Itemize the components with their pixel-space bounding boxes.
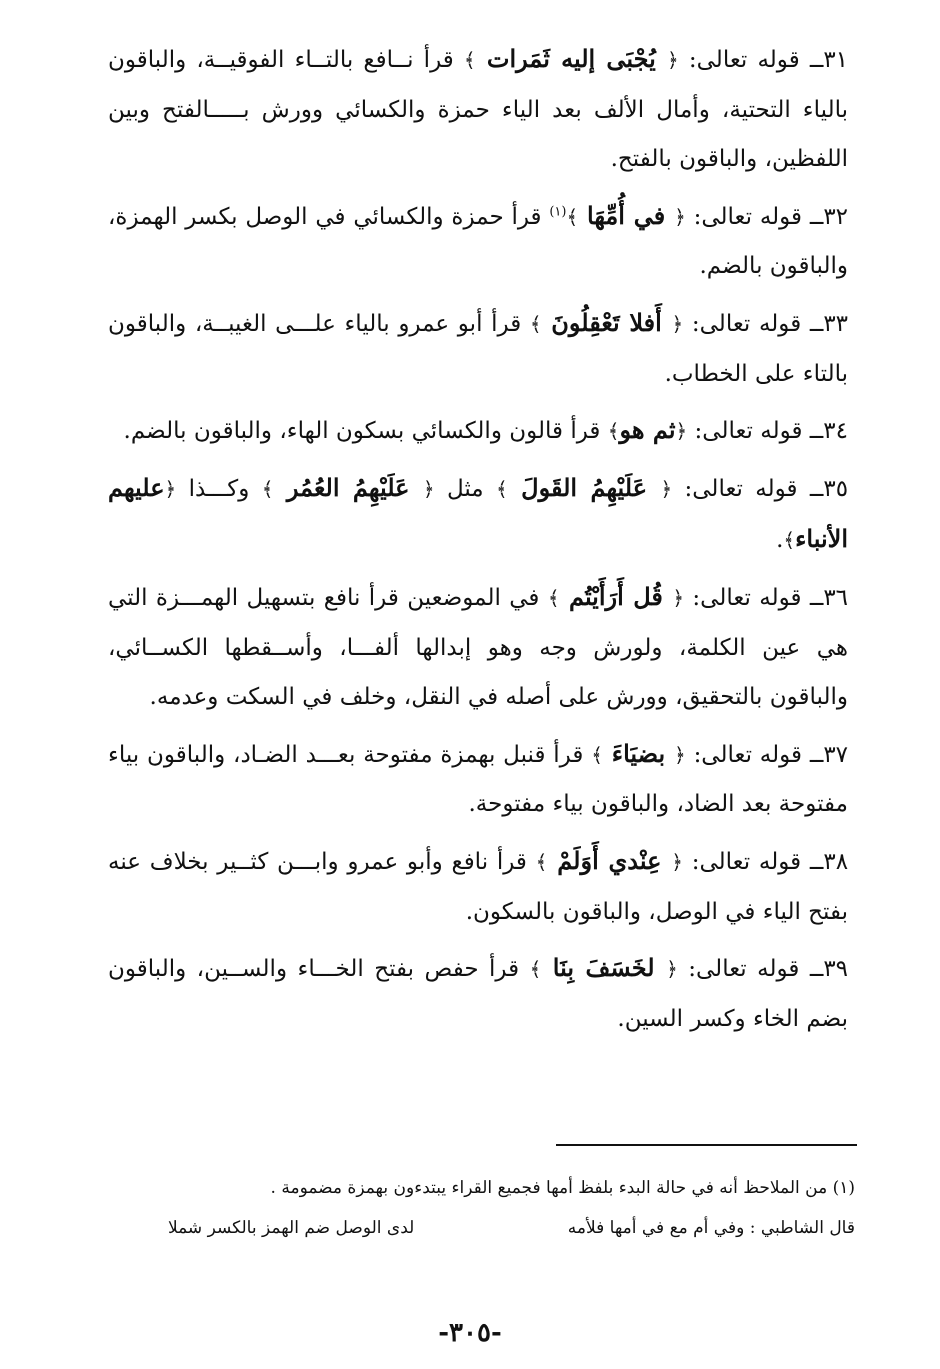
entry-number: ٣٩ــ قوله تعالى: bbox=[688, 956, 849, 983]
quran-quote: ﴿ثم هو﴾ bbox=[607, 415, 688, 445]
entry-32 bbox=[108, 191, 848, 292]
quran-quote: ﴿ عَلَيْهِمُ القَولَ ﴾ bbox=[496, 472, 673, 502]
verse-second-hemistich: لدى الوصل ضم الهمز بالكسر شملا bbox=[167, 1218, 415, 1238]
entry-text: قرأ أبو عمرو بالياء علـــى الغيبــة، والباقون بالتاء على الخطاب. bbox=[108, 310, 848, 387]
page-number: -٣٠٥- bbox=[438, 1318, 502, 1348]
entry-text: قرأ قنبل بهمزة مفتوحة بعـــد الضـاد، والباقون بياء مفتوحة بعد الضاد، والباقون بياء مفتوحة. bbox=[108, 741, 848, 818]
footnotes bbox=[150, 1168, 855, 1248]
entry-number: ٣٦ــ قوله تعالى: bbox=[692, 584, 849, 611]
entry-36 bbox=[108, 572, 848, 723]
quran-quote-2: ﴿ عَلَيْهِمُ العُمُر ﴾ bbox=[261, 472, 435, 502]
entry-number: ٣٣ــ قوله تعالى: bbox=[691, 310, 849, 337]
poetry-verse bbox=[150, 1208, 855, 1248]
footnote-1: (١) من الملاحظ أنه في حالة البدء بلفظ أمها فجميع القراء يبتدءون بهمزة مضمومة . bbox=[270, 1178, 855, 1198]
entry-text: في الموضعين قرأ نافع بتسهيل الهمـــزة التي هي عين الكلمة، ولورش وجه وهو إبدالها ألفـــا، وأســقطها الكســائي، والباقون بالتحقيق، وورش على أصله في النقل، وخلف في السكت وعدمه. bbox=[108, 584, 848, 711]
entry-text: قرأ حمزة والكسائي في الوصل بكسر الهمزة، والباقون بالضم. bbox=[108, 203, 848, 280]
entry-text: قرأ قالون والكسائي بسكون الهاء، والباقون بالضم. bbox=[123, 418, 601, 445]
entry-number: ٣٨ــ قوله تعالى: bbox=[691, 848, 849, 875]
entry-number: ٣٧ــ قوله تعالى: bbox=[693, 741, 849, 768]
entry-37 bbox=[108, 729, 848, 830]
footnote-ref: (١) bbox=[549, 204, 567, 220]
quran-quote-3: ﴿عليهم الأنباء﴾ bbox=[108, 472, 848, 554]
quran-quote: ﴿ لخَسَفَ بِنَا ﴾ bbox=[529, 953, 678, 983]
quran-quote: ﴿ قُل أَرَأَيْتُم ﴾ bbox=[547, 581, 685, 611]
entry-text: مثل bbox=[446, 475, 484, 502]
quran-quote: ﴿ عِنْدي أَوَلَمْ ﴾ bbox=[535, 845, 683, 875]
entry-39 bbox=[108, 943, 848, 1044]
footnote-divider bbox=[556, 1144, 857, 1146]
entry-31 bbox=[108, 34, 848, 185]
entry-number: ٣١ــ قوله تعالى: bbox=[688, 47, 849, 73]
entry-number: ٣٤ــ قوله تعالى: bbox=[694, 418, 848, 445]
entry-text: قرأ نــافع بالتــاء الفوقيــة، والباقون بالياء التحتية، وأمال الألف بعد الياء حمزة والكسائي وورش بـــــالفتح وبين اللفظين، والباقون بالفتح. bbox=[108, 47, 848, 173]
entry-text: قرأ نافع وأبو عمرو وابـــن كثــير بخلاف عنه بفتح الياء في الوصل، والباقون بالسكون. bbox=[108, 848, 848, 925]
quran-quote: ﴿ أَفلا تَعْقِلُونَ ﴾ bbox=[529, 307, 684, 337]
quran-quote: ﴿ في أُمِّهَا ﴾ bbox=[566, 200, 686, 230]
main-text bbox=[108, 34, 848, 1050]
entry-38 bbox=[108, 836, 848, 937]
entry-text: قرأ حفص بفتح الخـــاء والســين، والباقون بضم الخاء وكسر السين. bbox=[108, 956, 848, 1032]
entry-35 bbox=[108, 463, 848, 566]
entry-number: ٣٥ــ قوله تعالى: bbox=[684, 475, 849, 502]
quran-quote: ﴿ بضيَاءَ ﴾ bbox=[591, 738, 686, 768]
entry-33 bbox=[108, 298, 848, 399]
entry-number: ٣٢ــ قوله تعالى: bbox=[693, 203, 849, 230]
entry-text-2: وكـــذا bbox=[188, 475, 250, 502]
quran-quote: ﴿ يُجْبَى إليه ثَمَرات ﴾ bbox=[463, 44, 679, 73]
entry-text-3: . bbox=[776, 527, 784, 554]
verse-first-hemistich: وفي أم مع في أمها فلأمه bbox=[567, 1218, 745, 1238]
verse-intro: قال الشاطبي : bbox=[749, 1218, 855, 1238]
entry-34 bbox=[108, 405, 848, 457]
